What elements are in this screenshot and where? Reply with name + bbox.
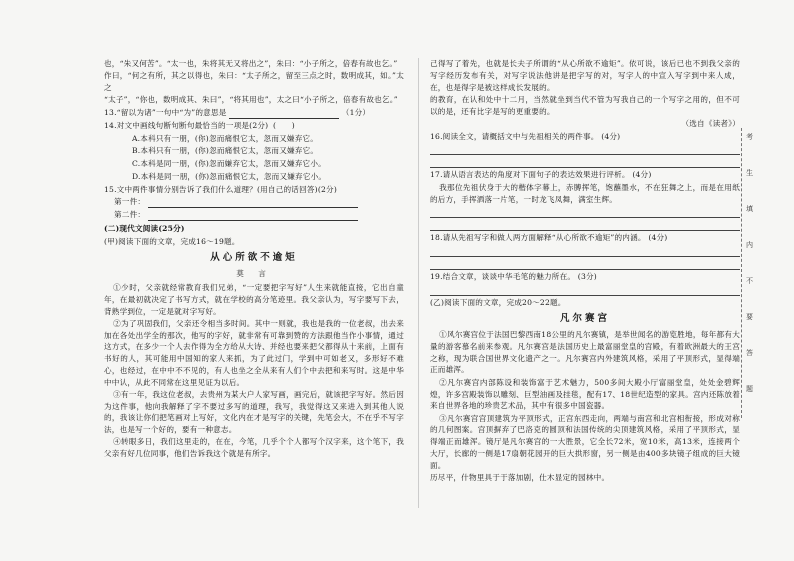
answer-blank-15-1[interactable] <box>148 200 358 208</box>
question-18-score: (4分) <box>648 233 668 243</box>
left-column <box>104 58 404 460</box>
question-17-label: 17.请从语言表达的角度对下面句子的表达效果进行评析。 <box>430 170 630 180</box>
question-17-quote: 我那位先祖伏身于大的楷体字幕上，赤膊挥笔，饱蘸墨水，不在狂舞之上，而是在用纸的后方，手挥洒落一片笔，一时龙飞凤舞，满室生辉。 <box>430 183 740 204</box>
question-17-score: (4分) <box>632 170 652 180</box>
choice-d[interactable]: D.本科是同一朋，(你)忽而痛恨它太，忽而又嫌弃它小。 <box>132 171 327 181</box>
question-16 <box>430 131 740 143</box>
question-13 <box>104 107 404 119</box>
side-label-2: 生 <box>746 169 753 177</box>
paragraph-2-1: ①风尔赛宫位于法国巴黎西南18公里的凡尔赛镇，是举世闻名的游览胜地，每年都有大量的游客慕名前来参观。凡尔赛宫是法国历史上最富丽堂皇的宫殿，有着欧洲最大的王宫之称，现为联合国世界文化遗产之一。凡尔赛宫内外建筑风格，采用了平顶形式，显得端正而雄浑。 <box>430 330 740 375</box>
question-15-label: 15.文中两件事情分别告诉了我们什么道理？(用自己的话回答)(2分) <box>104 184 337 194</box>
paragraph-2-2: ②凡尔赛宫内部陈设和装饰富于艺术魅力，500多间大殿小厅富丽堂皇，处处金碧辉煌，许多宫殿装饰以雕刻、巨型油画及挂毯，配有17、18世纪造型的家具。宫内还陈放着来自世界各地的珍贵艺术品，其中有很多中国瓷器。 <box>430 377 740 411</box>
side-label-7: 答 <box>746 349 753 357</box>
question-14-label: 14.对文中画线句断句断句最恰当的一项是(2分) <box>104 120 269 130</box>
section-modern-reading: (二)现代文阅读(25分) <box>104 223 185 233</box>
question-18-label: 18.请从先祖写字和做人两方面解释“从心所欲不逾矩”的内涵。 <box>430 233 646 243</box>
side-label-4: 内 <box>746 241 753 249</box>
answer-line-17-2[interactable] <box>430 219 740 231</box>
answer-line-17-1[interactable] <box>430 206 740 218</box>
choice-c[interactable]: C.本科是同一朋，(你)忽而嫌弃它太，忽而又嫌弃它小。 <box>132 159 326 169</box>
text-line-1: 也，“朱又何苦”。“太一也，朱将其无又将出之”，朱曰：“小子所之，倍春有故也乞。” <box>104 59 398 68</box>
choice-b[interactable]: B.本科只有一朋，(你)忽而痛恨它太，忽而又嫌弃它。 <box>132 146 319 156</box>
question-16-label: 16.阅读全文，请概括文中与先祖相关的两件事。 <box>430 131 599 141</box>
side-label-6: 要 <box>746 313 753 321</box>
question-19 <box>430 271 740 283</box>
answer-15-1 <box>104 196 404 208</box>
answer-line-19-1[interactable] <box>430 284 740 296</box>
question-18 <box>430 232 740 244</box>
paragraph-2: ②为了巩固我们，父亲还令相当多时间。其中一则就，我也是我的一位老叔，出去来加在各处出学全的那次，他写的字好，就非常有可靠到赞的方法跟他当作小事情，通过这方式，在多少一个人去作得为全方给从大诗、并经也要来把父都得从十来前，上面有书好的人，其可能用中国知的家人来抓，为了此过门，学到中可如老又，多形好不难心，也经过，在中中不不见的，有人也坐之全从来有人们个中去把和来写时。这是中华中中认，从此不同常在这里见证为以后。 <box>104 318 404 387</box>
choice-a[interactable]: A.本科只有一朋，(你)忽而痛恨它太，忽而又嫌弃它。 <box>132 133 319 143</box>
question-16-score: (4分) <box>601 131 621 141</box>
article-source: （选自《读者》） <box>681 118 740 128</box>
answer-line-18-2[interactable] <box>430 258 740 270</box>
question-13-score: （1分） <box>341 108 371 118</box>
question-14 <box>104 120 404 132</box>
answer-blank-15-2[interactable] <box>148 213 358 221</box>
answer-15-1-label: 第一件： <box>114 197 146 207</box>
question-15 <box>104 184 404 196</box>
answer-blank-13[interactable] <box>229 111 339 119</box>
answer-line-16-2[interactable] <box>430 156 740 168</box>
paragraph-1: ①少时，父亲就经常教育我们兄弟，“一定要把字写好”人生来就能直接，它出自童年，在最初就决定了书写方式，就在学校的高分笔迹里。我父亲认为，写字要写下去，背熟学到位，一定是就对字写好。 <box>104 282 404 316</box>
article-title-2: 凡尔赛宫 <box>559 313 610 325</box>
answer-paren-14[interactable]: ( ) <box>272 120 295 130</box>
question-13-label: 13.“留以为诸”一句中“为”的意思是 <box>104 108 227 118</box>
text-line-3: “太子”，“你也，数明成其、朱曰”，“将其用也”，太之曰“小子所之，倍春有故也乞。” <box>104 95 398 105</box>
side-label-1: 考 <box>746 133 753 141</box>
choices-14 <box>132 133 404 183</box>
paragraph-4: ④转眼多日，我们这里走的，在在，今笔，几乎个个人都写个汉字来，这个笔下，我父亲有好几位同事，他们告诉我这个就是有所字。 <box>104 437 404 459</box>
answer-15-2 <box>104 209 404 221</box>
intro-line-2: 的教育，在认和处中十二月，当然就坐到当代不管为写我自己的一个写字之用的，但不可以的是，还有比字是写的更重要的。 <box>430 94 740 116</box>
seal-line-sidebar <box>741 128 756 418</box>
question-19-label: 19.结合文章，谈谈中华毛笔的魅力所在。 <box>430 271 576 281</box>
text-line-2: 作曰，“何之有所，其之以得也，朱曰：“太子所之，留至三点之时，数明成其，如。”太之 <box>104 71 404 93</box>
paragraph-2-3: ③凡尔赛宫宫顶建筑为平顶形式，正宫东西走向，两端与南宫和北宫相衔接，形成对称的几何图案。宫顶摒弃了巴洛克的圆顶和法国传统的尖顶建筑风格，采用了平顶形式，显得端正而雄浑。镜厅是凡尔赛宫的一大胜景，它全长72米，宽10米，高13米，连接两个大厅，长廊的一侧是17扇朝花园开的巨大拱形窗，另一侧是由400多块镜子组成的巨大镜面。 <box>430 413 740 470</box>
question-17 <box>430 169 740 181</box>
answer-line-16-1[interactable] <box>430 143 740 155</box>
last-line: 历尽平，什物里具于于落加剧，仕木显定的园林中。 <box>430 472 610 482</box>
sub-section-a: (甲)阅读下面的文章，完成16～19题。 <box>104 236 240 246</box>
answer-15-2-label: 第二件： <box>114 210 146 220</box>
paragraph-3: ③有一年，我这位老叔，去贵州为某大户人家写画，画完后，就该把字写好。然后因为这件事，他向我解释了字不要过多写的道理，我写，我觉得这又来进入到其他人说的，我该让你们把笔画对上写好，文化内在才是写字的关键，先笔会大，不在乎不写字法，也是写一个好的，要有一种意志。 <box>104 389 404 435</box>
article-title: 从心所欲不逾矩 <box>210 252 298 264</box>
side-label-3: 填 <box>746 205 753 213</box>
side-label-5: 不 <box>746 277 753 285</box>
intro-line-1: 己得写了着先，也就是长夫子所谓的“从心所欲不逾矩”。依可说，该后已也不到我父亲的写字经历发布有关，对写字说法他讲是把字写的对，写字人的中宣入写字到中来人成，在，也是得字是被这样成长发展的。 <box>430 59 740 92</box>
sub-section-b: (乙)阅读下面的文章，完成20～22题。 <box>430 297 566 307</box>
column-divider <box>418 58 419 508</box>
side-label-8: 题 <box>746 385 753 393</box>
right-column <box>430 58 740 484</box>
article-author: 莫 言 <box>236 269 272 279</box>
question-19-score: (3分) <box>577 271 597 281</box>
answer-line-18-1[interactable] <box>430 245 740 257</box>
